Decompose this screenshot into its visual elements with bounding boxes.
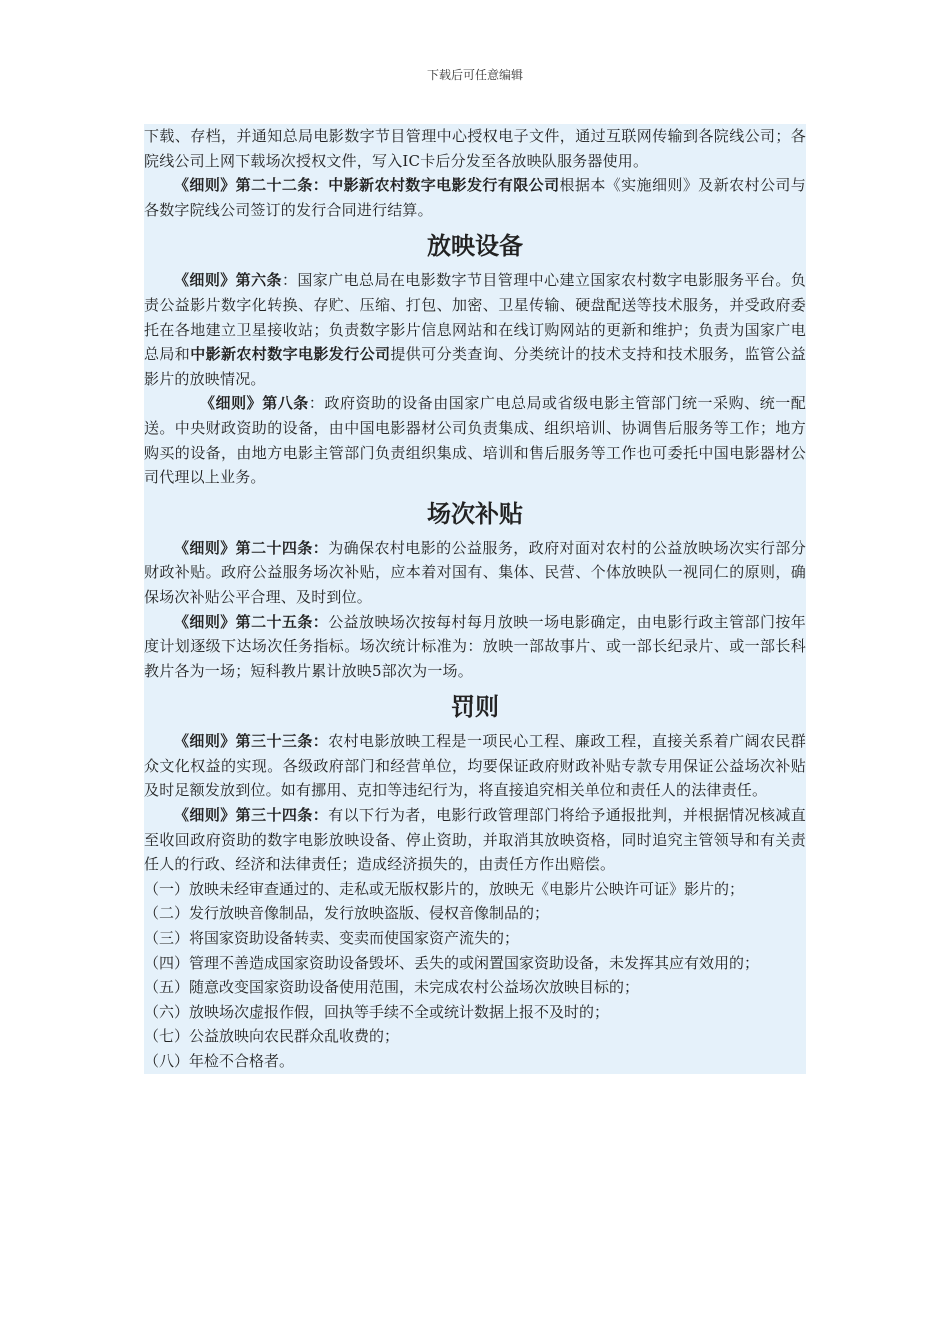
article-33-text: 农村电影放映工程是一项民心工程、廉政工程，直接关系着广阔农民群众文化权益的实现。各级政府部门和经营单位，均要保证政府财政补贴专款专用保证公益场次补贴及时足额发放到位。如有挪用、克扣等违纪行为，将直接追究相关单位和责任人的法律责任。 [144,732,806,800]
list-item: （二）发行放映音像制品，发行放映盗版、侵权音像制品的； [144,904,550,923]
article-8-label: 《细则》第八条 [200,394,309,413]
article-34 [144,803,806,877]
article-6 [144,268,806,391]
list-item: （八）年检不合格者。 [144,1052,295,1070]
article-22-label: 《细则》第二十二条： [174,176,329,195]
article-8-text: ：政府资助的设备由国家广电总局或省级电影主管部门统一采购、统一配送。中央财政资助的设备，由中国电影器材公司负责集成、组织培训、协调售后服务等工作；地方购买的设备，由地方电影主管部门负责组织集成、培训和售后服务等工作也可委托中国电影器材公司代理以上业务。 [144,394,807,487]
document-body [144,124,806,1074]
article-24 [144,536,806,610]
article-6-text1: ：国家广电总局在电影数字节目管理中心建立国家农村数字电影服务平台。负责公益影片数字化转换、存贮、压缩、打包、加密、卫星传输、硬盘配送等技术服务，并受政府委托在各地建立卫星接收站；负责数字影片信息网站和在线订购网站的更新和维护；负责为国家广电总局和 [144,271,806,364]
article-34-text: 有以下行为者，电影行政管理部门将给予通报批判，并根据情况核减直至收回政府资助的数字电影放映设备、停止资助，并取消其放映资格，同时追究主管领导和有关责任人的行政、经济和法律责任；造成经济损失的，由责任方作出赔偿。 [144,806,806,874]
list-item: （六）放映场次虚报作假，回执等手续不全或统计数据上报不及时的； [144,1002,610,1021]
list-item: （四）管理不善造成国家资助设备毁坏、丢失的或闲置国家资助设备，未发挥其应有效用的； [144,953,760,972]
article-6-company: 中影新农村数字电影发行公司 [190,345,391,364]
page-header: 下载后可任意编辑 [426,68,523,82]
list-item: （一）放映未经审查通过的、走私或无版权影片的，放映无《电影片公映许可证》影片的； [144,879,745,898]
section-heading-subsidy: 场次补贴 [427,499,523,528]
article-22-company: 中影新农村数字电影发行有限公司 [328,176,560,195]
article-33 [144,729,806,803]
article-6-label: 《细则》第六条 [174,271,282,290]
section-heading-penalty: 罚则 [451,693,499,722]
article-34-label: 《细则》第三十四条： [174,806,329,825]
article-24-label: 《细则》第二十四条： [174,538,329,557]
article-24-text: 为确保农村电影的公益服务，政府对面对农村的公益放映场次实行部分财政补贴。政府公益服务场次补贴，应本着对国有、集体、民营、个体放映队一视同仁的原则，确保场次补贴公平合理、及时到位。 [144,538,806,606]
article-25 [144,610,806,684]
list-item: （五）随意改变国家资助设备使用范围，未完成农村公益场次放映目标的； [144,978,640,997]
article-33-label: 《细则》第三十三条： [174,732,329,751]
list-item: （七）公益放映向农民群众乱收费的； [144,1027,400,1046]
article-8 [144,391,806,489]
intro-paragraph: 下载、存档，并通知总局电影数字节目管理中心授权电子文件，通过互联网传输到各院线公司；各院线公司上网下载场次授权文件，写入IC卡后分发至各放映队服务器使用。 [144,127,806,170]
article-22 [144,173,806,222]
article-25-text: 公益放映场次按每村每月放映一场电影确定，由电影行政主管部门按年度计划逐级下达场次任务指标。场次统计标准为：放映一部故事片、或一部长纪录片、或一部长科教片各为一场；短科教片累计放映5部次为一场。 [144,612,806,680]
list-item: （三）将国家资助设备转卖、变卖而使国家资产流失的； [144,929,520,948]
section-heading-equipment: 放映设备 [427,232,523,261]
article-6-text2: 提供可分类查询、分类统计的技术支持和技术服务，监管公益影片的放映情况。 [144,345,806,388]
article-25-label: 《细则》第二十五条： [174,612,329,631]
article-22-text: 根据本《实施细则》及新农村公司与各数字院线公司签订的发行合同进行结算。 [144,176,806,219]
